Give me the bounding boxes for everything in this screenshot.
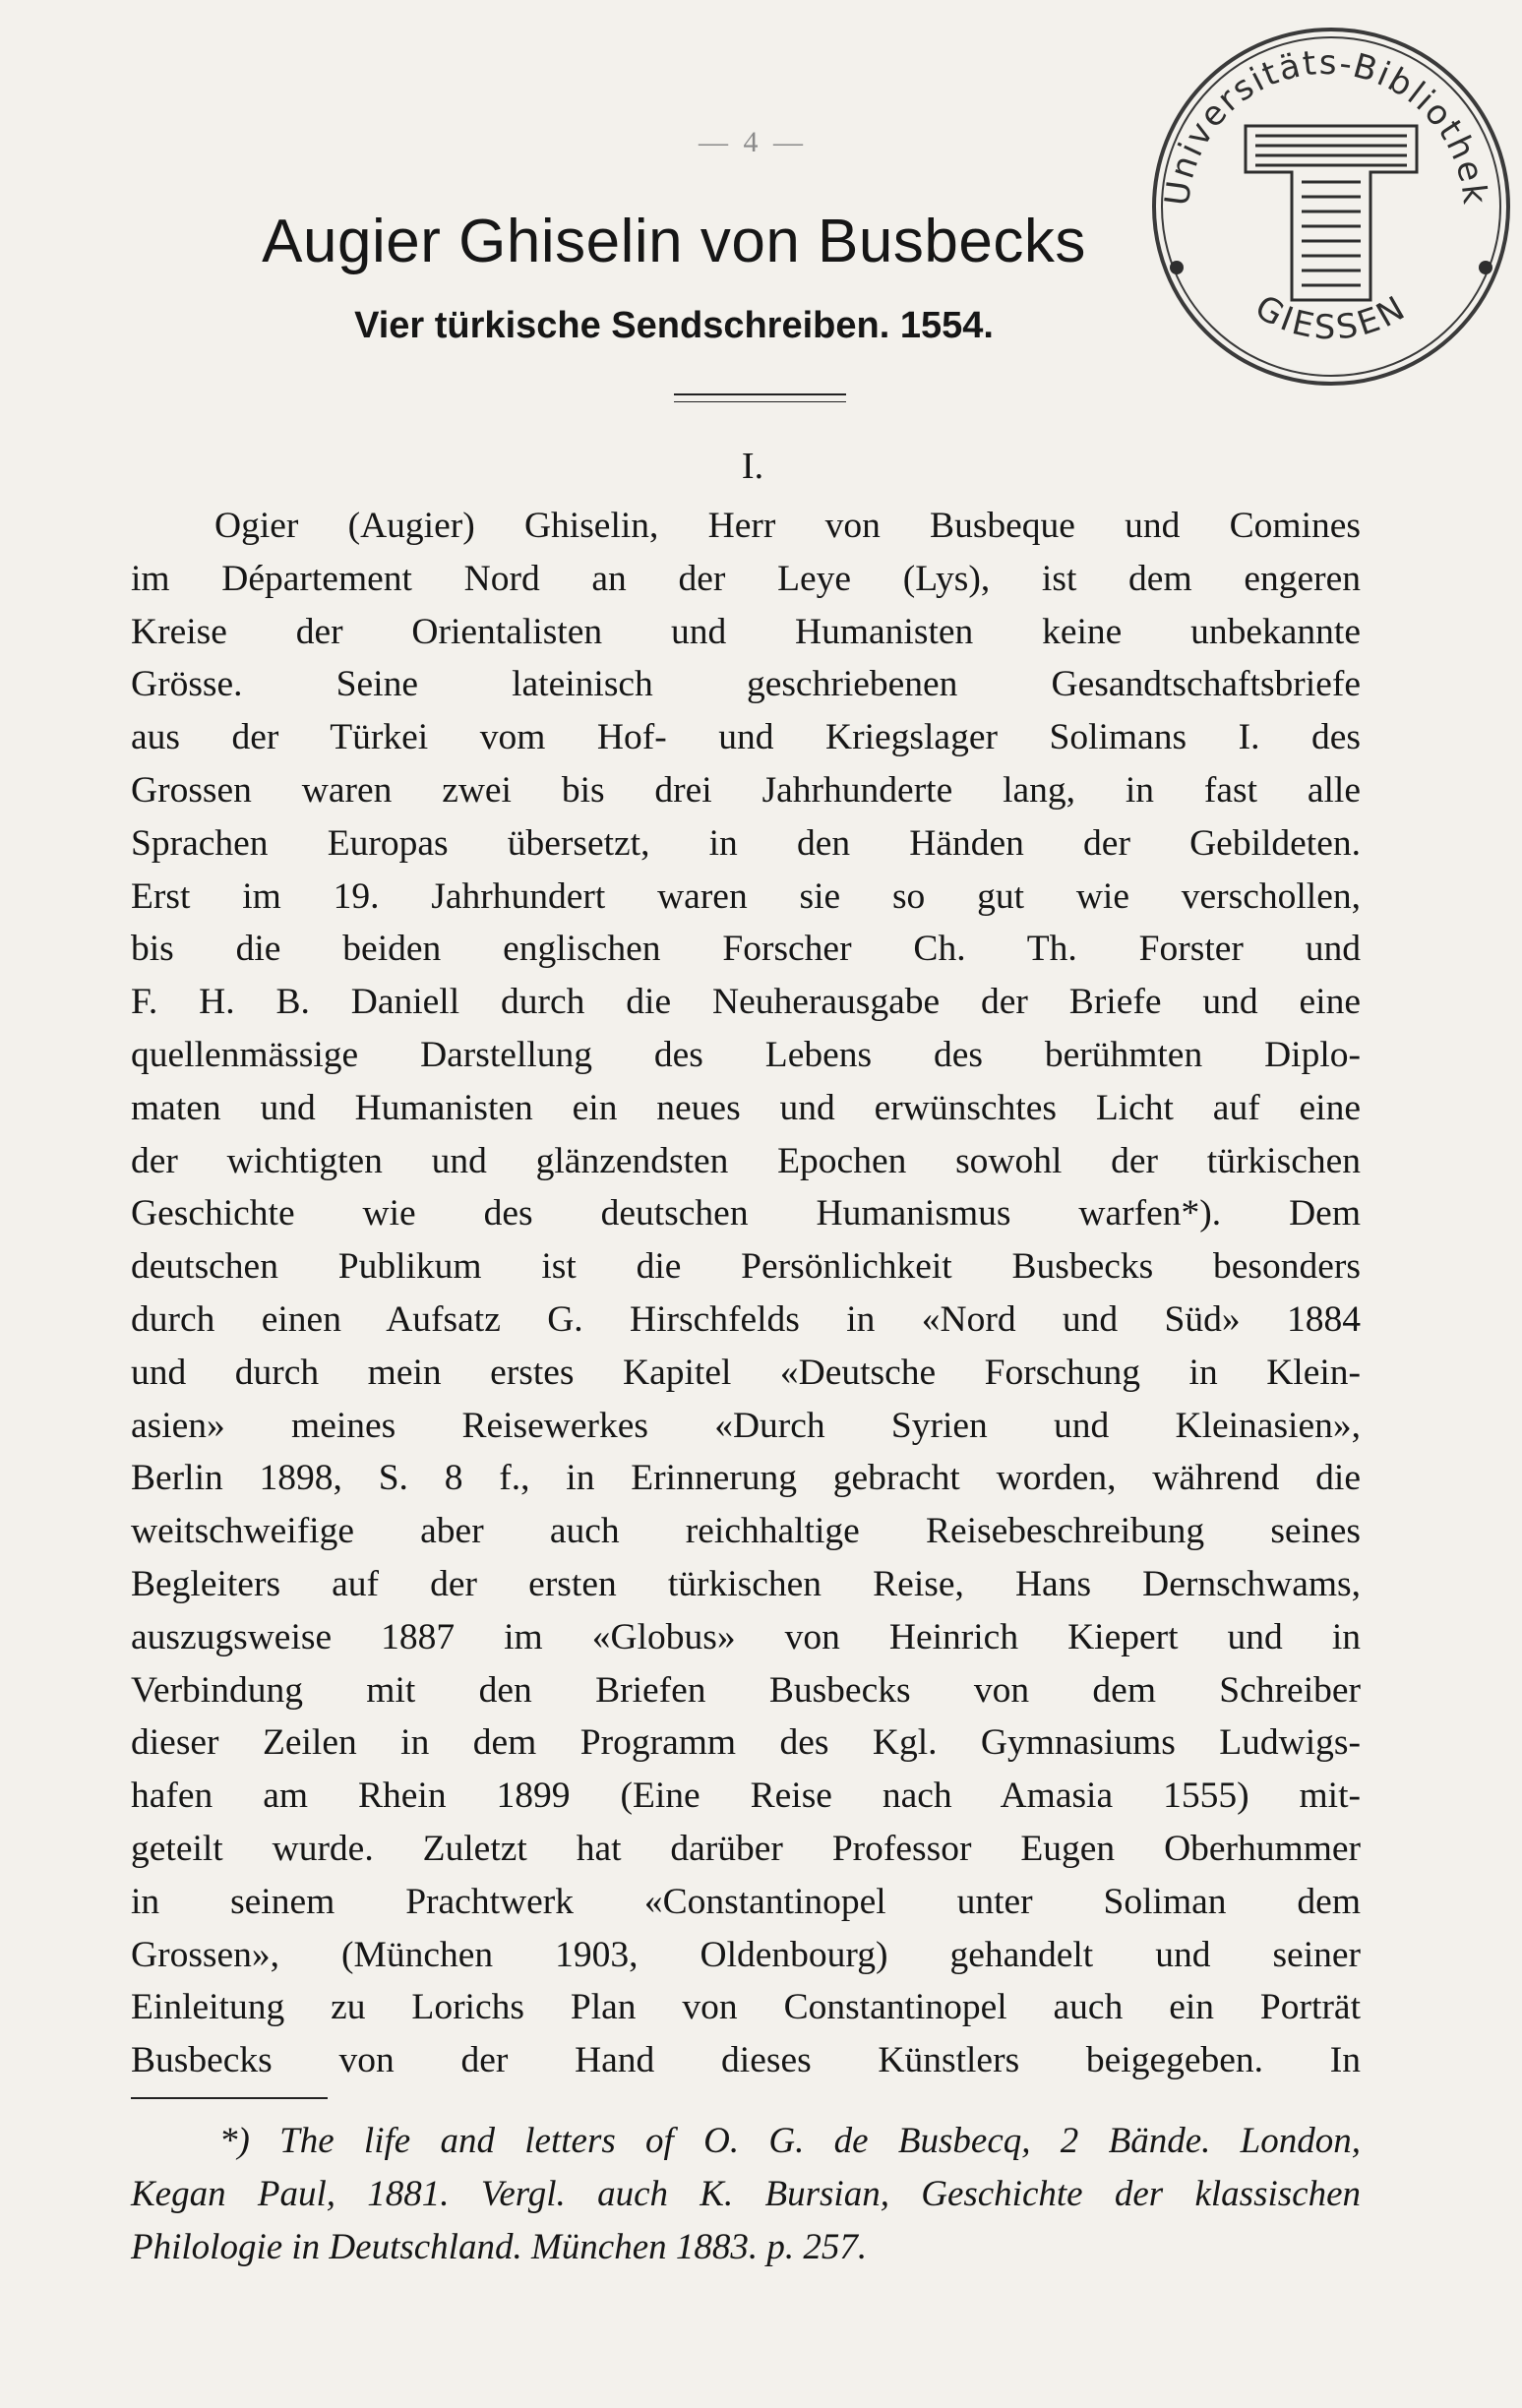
footnote-line: Philologie in Deutschland. München 1883. p. 257. xyxy=(131,2227,868,2267)
text-line: auszugsweise 1887 im «Globus» von Heinrich Kiepert und in xyxy=(131,1616,1361,1657)
stamp-t-emblem-icon xyxy=(1246,126,1417,300)
text-line: F. H. B. Daniell durch die Neuherausgabe der Briefe und eine xyxy=(131,982,1361,1023)
footnotes xyxy=(131,2115,1361,2274)
text-line: und durch mein erstes Kapitel «Deutsche Forschung in Klein- xyxy=(131,1352,1361,1393)
text-line: Ogier (Augier) Ghiselin, Herr von Busbeque und Comines xyxy=(214,506,1361,546)
text-line: weitschweifige aber auch reichhaltige Reisebeschreibung seines xyxy=(131,1511,1361,1552)
footnote-divider xyxy=(131,2097,328,2099)
text-line: Grossen», (München 1903, Oldenbourg) gehandelt und seiner xyxy=(131,1934,1361,1975)
text-line: Grösse. Seine lateinisch geschriebenen Gesandtschaftsbriefe xyxy=(131,664,1361,705)
stamp-top-text: Universitäts-Bibliothek xyxy=(1157,42,1495,209)
text-line: maten und Humanisten ein neues und erwünschtes Licht auf eine xyxy=(131,1087,1361,1128)
stamp-bottom-text: GIESSEN xyxy=(1248,287,1415,348)
text-line: bis die beiden englischen Forscher Ch. Th. Forster und xyxy=(131,929,1361,970)
text-line: der wichtigten und glänzendsten Epochen sowohl der türkischen xyxy=(131,1140,1361,1181)
text-line: asien» meines Reisewerkes «Durch Syrien und Kleinasien», xyxy=(131,1405,1361,1446)
text-line: Sprachen Europas übersetzt, in den Händen der Gebildeten. xyxy=(131,822,1361,864)
text-line: geteilt wurde. Zuletzt hat darüber Professor Eugen Oberhummer xyxy=(131,1828,1361,1869)
library-stamp-icon xyxy=(1129,10,1522,393)
footnote-line: *) The life and letters of O. G. de Busbecq, 2 Bände. London, xyxy=(219,2121,1361,2161)
text-line: Kreise der Orientalisten und Humanisten keine unbekannte xyxy=(131,611,1361,652)
text-line: in seinem Prachtwerk «Constantinopel unter Soliman dem xyxy=(131,1881,1361,1922)
text-line: dieser Zeilen in dem Programm des Kgl. Gymnasiums Ludwigs- xyxy=(131,1722,1361,1764)
body-text xyxy=(131,500,1361,2087)
text-line: quellenmässige Darstellung des Lebens des berühmten Diplo- xyxy=(131,1034,1361,1075)
text-line: Begleiters auf der ersten türkischen Reise, Hans Dernschwams, xyxy=(131,1563,1361,1604)
section-number: I. xyxy=(741,446,764,487)
stamp-dot-right xyxy=(1479,261,1492,274)
text-line: aus der Türkei vom Hof- und Kriegslager Solimans I. des xyxy=(131,717,1361,758)
text-line: Berlin 1898, S. 8 f., in Erinnerung gebracht worden, während die xyxy=(131,1458,1361,1499)
text-line: Erst im 19. Jahrhundert waren sie so gut wie verschollen, xyxy=(131,875,1361,917)
footnote-line: Kegan Paul, 1881. Vergl. auch K. Bursian, Geschichte der klassischen xyxy=(131,2174,1361,2214)
stamp-dot-left xyxy=(1170,261,1184,274)
title-divider-thick xyxy=(674,393,846,395)
text-line: durch einen Aufsatz G. Hirschfelds in «Nord und Süd» 1884 xyxy=(131,1298,1361,1340)
text-line: Geschichte wie des deutschen Humanismus warfen*). Dem xyxy=(131,1193,1361,1234)
page-number: — 4 — xyxy=(699,126,807,158)
text-line: Grossen waren zwei bis drei Jahrhunderte lang, in fast alle xyxy=(131,769,1361,811)
page-subtitle: Vier türkische Sendschreiben. 1554. xyxy=(354,305,994,346)
text-line: deutschen Publikum ist die Persönlichkeit Busbecks besonders xyxy=(131,1246,1361,1288)
text-line: Busbecks von der Hand dieses Künstlers beigegeben. In xyxy=(131,2040,1361,2081)
text-line: im Département Nord an der Leye (Lys), ist dem engeren xyxy=(131,558,1361,599)
page-title: Augier Ghiselin von Busbecks xyxy=(262,208,1086,275)
title-divider-thin xyxy=(674,401,846,402)
text-line: Verbindung mit den Briefen Busbecks von dem Schreiber xyxy=(131,1669,1361,1711)
text-line: Einleitung zu Lorichs Plan von Constantinopel auch ein Porträt xyxy=(131,1987,1361,2028)
text-line: hafen am Rhein 1899 (Eine Reise nach Amasia 1555) mit- xyxy=(131,1776,1361,1817)
